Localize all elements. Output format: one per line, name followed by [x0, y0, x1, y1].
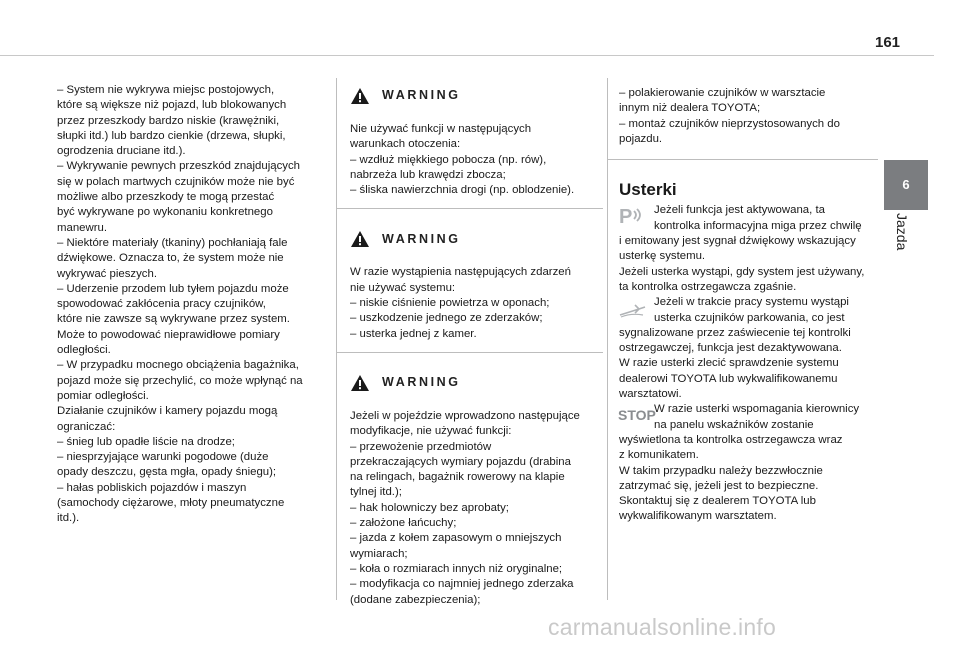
text-line: z komunikatem. — [619, 449, 699, 462]
svg-text:P: P — [619, 206, 633, 229]
text-line: – Niektóre materiały (tkaniny) pochłaniają fale — [57, 236, 288, 249]
text-line: tylnej itd.); — [350, 486, 402, 499]
text-line: – Uderzenie przodem lub tyłem pojazdu może — [57, 282, 289, 295]
stop-warning-icon — [617, 404, 656, 424]
text-line: modyfikacje, nie używać funkcji: — [350, 425, 512, 438]
text-line: – założone łańcuchy; — [350, 517, 457, 530]
text-line: (samochody ciężarowe, młoty pneumatyczne — [57, 497, 285, 510]
warning-box — [337, 365, 603, 618]
header-rule — [0, 55, 934, 56]
text-line: i emitowany jest sygnał dźwiękowy wskazujący — [619, 235, 856, 248]
fault-paragraph-1-text — [619, 203, 878, 295]
text-line: warsztatowi. — [619, 388, 682, 401]
text-line: które nie zawsze są wykrywane przez system. — [57, 313, 290, 326]
text-line: które są większe niż pojazd, lub blokowanych — [57, 99, 287, 112]
parking-assist-icon — [617, 203, 649, 229]
warning-triangle-icon — [350, 230, 370, 248]
sensor-modifications-text — [619, 78, 878, 147]
text-line: wykrywać pieszych. — [57, 267, 158, 280]
text-line: – śnieg lub opadłe liście na drodze; — [57, 435, 235, 448]
text-line: opady deszczu, gęsta mgła, opady śniegu); — [57, 466, 277, 479]
svg-text:STOP: STOP — [618, 407, 656, 424]
fault-paragraph-3-text — [619, 402, 878, 524]
warning-title: WARNING — [382, 88, 461, 103]
text-line: – modyfikacja co najmniej jednego zderzaka — [350, 578, 574, 591]
watermark: carmanualsonline.info — [548, 614, 776, 640]
warning-header — [350, 221, 591, 257]
text-line: – śliska nawierzchnia drogi (np. oblodzenie). — [350, 184, 575, 197]
warnings-list — [337, 78, 603, 618]
text-line: sygnalizowane przez zaświecenie tej kontrolki — [619, 326, 851, 339]
text-line: – hak holowniczy bez aprobaty; — [350, 501, 509, 514]
text-line: W razie wystąpienia następujących zdarzeń — [350, 266, 571, 279]
text-line: Jeżeli w pojeździe wprowadzono następujące — [350, 409, 580, 422]
text-line: – uszkodzenie jednego ze zderzaków; — [350, 312, 543, 325]
text-line: innym niż dealera TOYOTA; — [619, 102, 761, 115]
text-line: W razie usterki zlecić sprawdzenie systemu — [619, 357, 839, 370]
text-line: przekraczających wymiary pojazdu (drabina — [350, 455, 571, 468]
text-line: spowodować zakłócenia pracy czujników, — [57, 298, 266, 311]
faults-section — [608, 182, 878, 525]
text-line: kontrolka informacyjna miga przez chwilę — [654, 219, 862, 232]
text-line: możliwe albo przeszkody te mogą przestać — [57, 191, 275, 204]
text-line: Jeżeli w trakcie pracy systemu wystąpi — [654, 296, 849, 309]
text-line: W takim przypadku należy bezzwłocznie — [619, 464, 823, 477]
sensor-modifications-block — [608, 78, 878, 160]
text-line: – polakierowanie czujników w warsztacie — [619, 87, 826, 99]
warning-triangle-icon — [350, 87, 370, 105]
text-line: pojazd może się przechylić, co może wpłynąć na — [57, 374, 303, 387]
text-line: Nie używać funkcji w następujących — [350, 123, 532, 135]
text-line: wymiarach; — [350, 547, 408, 560]
text-line: się w polach martwych czujników może nie być — [57, 175, 295, 188]
text-line: – niskie ciśnienie powietrza w oponach; — [350, 297, 550, 310]
text-line: nabrzeża lub krawędzi zbocza; — [350, 168, 506, 181]
text-line: – System nie wykrywa miejsc postojowych, — [57, 84, 275, 96]
fault-paragraph-3 — [619, 402, 878, 524]
warning-text — [350, 409, 591, 608]
text-line: pojazdu. — [619, 132, 663, 145]
text-line: pomiar odległości. — [57, 389, 149, 402]
text-line: – usterka jednej z kamer. — [350, 327, 477, 340]
text-line: nie używać systemu: — [350, 281, 456, 294]
warning-triangle-icon — [350, 374, 370, 392]
warning-text — [350, 122, 591, 198]
text-line: W razie usterki wspomagania kierownicy — [654, 403, 860, 416]
text-line: – koła o rozmiarach innych niż oryginalne; — [350, 562, 563, 575]
column-left — [57, 83, 327, 527]
chapter-label-container — [894, 213, 910, 293]
warning-title: WARNING — [382, 375, 461, 390]
text-line: Jeżeli usterka wystąpi, gdy system jest używany, — [619, 265, 865, 278]
text-line: (dodane zabezpieczenia); — [350, 593, 481, 606]
faults-title: Usterki — [619, 180, 677, 200]
text-line: usterkę systemu. — [619, 250, 706, 263]
text-line: ta kontrolka ostrzegawcza zgaśnie. — [619, 280, 797, 293]
text-line: być wykrywane po wykonaniu konkretnego — [57, 206, 273, 219]
warning-header — [350, 78, 591, 114]
text-line: przez przeszkody bardzo niskie (krawężniki, — [57, 114, 280, 127]
page-number: 161 — [875, 34, 901, 51]
text-line: dealerowi TOYOTA lub wykwalifikowanemu — [619, 372, 838, 385]
column-left-text — [57, 83, 327, 527]
text-line: na panelu wskaźników zostanie — [654, 418, 814, 431]
text-line: wykwalifikowanym warsztatem. — [619, 510, 777, 523]
text-line: manewru. — [57, 221, 108, 234]
text-line: ograniczać: — [57, 420, 116, 433]
text-line: zatrzymać się, jeżeli jest to bezpieczne. — [619, 479, 819, 492]
chapter-label: Jazda — [894, 213, 910, 251]
fault-paragraph-2-text — [619, 295, 878, 402]
text-line: wyświetlona ta kontrolka ostrzegawcza wraz — [619, 433, 843, 446]
fault-paragraph-2 — [619, 295, 878, 402]
fault-paragraph-1 — [619, 203, 878, 295]
text-line: słupki itd.) lub bardzo cienkie (drzewa, słupki, — [57, 129, 286, 142]
text-line: ostrzegawczej, funkcja jest dezaktywowana. — [619, 342, 842, 355]
warning-box — [337, 78, 603, 209]
text-line: na relingach, bagażnik rowerowy na klapie — [350, 471, 565, 484]
column-middle — [337, 78, 603, 630]
chapter-tab: 6 — [884, 160, 928, 210]
text-line: usterka czujników parkowania, co jest — [654, 311, 845, 324]
text-line: – montaż czujników nieprzystosowanych do — [619, 117, 840, 130]
text-line: warunkach otoczenia: — [350, 138, 461, 151]
text-line: – wzdłuż miękkiego pobocza (np. rów), — [350, 153, 547, 166]
text-line: – przewożenie przedmiotów — [350, 440, 492, 453]
warning-box — [337, 221, 603, 352]
warning-title: WARNING — [382, 231, 461, 246]
text-line: – hałas pobliskich pojazdów i maszyn — [57, 481, 247, 494]
text-line: – W przypadku mocnego obciążenia bagażnika, — [57, 359, 299, 372]
warning-header — [350, 365, 591, 401]
text-line: dźwiękowe. Oznacza to, że system może nie — [57, 252, 284, 265]
warning-text — [350, 265, 591, 341]
text-line: Może to powodować nieprawidłowe pomiary — [57, 328, 280, 341]
column-right — [608, 78, 878, 525]
text-line: ogrodzenia druciane itd.). — [57, 145, 186, 158]
text-line: – jazda z kołem zapasowym o mniejszych — [350, 532, 562, 545]
text-line: – niesprzyjające warunki pogodowe (duże — [57, 451, 269, 464]
text-line: Skontaktuj się z dealerem TOYOTA lub — [619, 495, 816, 508]
text-line: – Wykrywanie pewnych przeszkód znajdujących — [57, 160, 301, 173]
text-line: Działanie czujników i kamery pojazdu mogą — [57, 405, 278, 418]
sensor-warning-icon — [617, 299, 649, 321]
text-line: odległości. — [57, 344, 111, 357]
text-line: itd.). — [57, 512, 80, 525]
text-line: Jeżeli funkcja jest aktywowana, ta — [654, 204, 825, 217]
